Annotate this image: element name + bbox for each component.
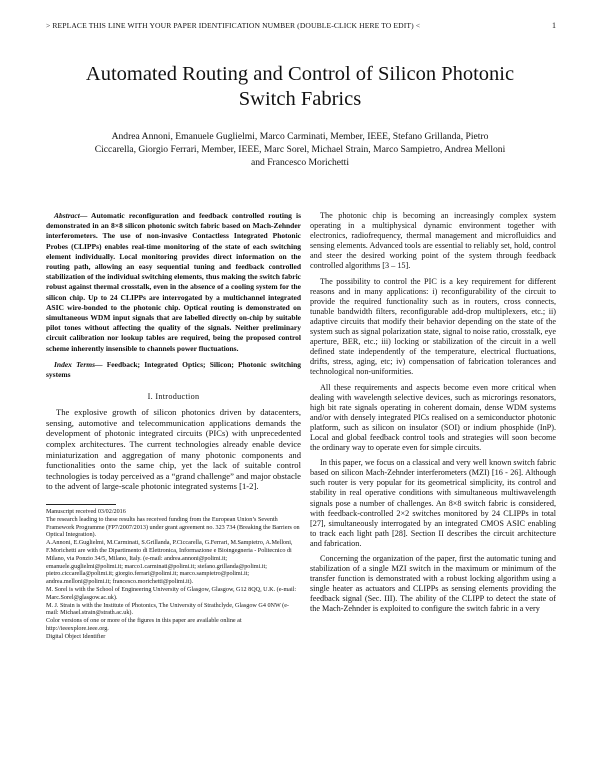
section-heading-introduction: I. Introduction (147, 392, 200, 402)
index-terms-text: — Feedback; Integrated Optics; Silicon; Photonic switching systems (46, 359, 302, 380)
index-terms-label: Index Terms (54, 359, 96, 369)
left-column (46, 211, 301, 642)
footnote-funding: The research leading to these results has received funding from the European Union’s Seventh Framework Programme (FP7/2007/2013) under grant agreement no. 323 734 (Breaking the Barriers on Optical Integration). (46, 516, 300, 539)
footnote-color-versions: Color versions of one or more of the figures in this paper are available online at http://ieeexplore.ieee.org. (46, 618, 242, 632)
abstract-label: Abstract— (54, 211, 88, 220)
footnote-rule (46, 504, 116, 505)
body-paragraph: All these requirements and aspects become even more critical when dealing with wavelength selective devices, such as microrings resonators, high bit rate signals operating in coherent domain, dense WDM systems and/or with densely integrated PICs realised on a semiconductor photonic platform, such as silicon on insulator (SOI) or indium phosphide (InP). Local and global feedback control tools and strategies will soon become the ordinary way to operate even for simple circuits. (310, 382, 556, 453)
footnote-doi: Digital Object Identifier (46, 633, 106, 640)
paper-title: Automated Routing and Control of Silicon Photonic Switch Fabrics (85, 63, 515, 110)
body-paragraph: In this paper, we focus on a classical and very well known switch fabric based on silicon Mach-Zehnder interferometers (MZI) [16 - 26]. Although such router is very popular for its geometrical simplicity, its control and stability in real operative conditions with simultaneous multiwavelength signals pose a number of challenges. An 8×8 switch fabric is considered, with feedback-controlled 2×2 switches monitored by 24 CLIPPs in total [27], simultaneously interrogated by an integrated CMOS ASIC enabling to track each light path [28]. Section II describes the circuit architecture and fabrication. (310, 458, 556, 548)
body-paragraph: Concerning the organization of the paper, first the automatic tuning and stabilization of a single MZI switch in the maximum or minimum of the transfer function is demonstrated with a robust locking algorithm using a single heater as actuators and CLIPPs as sensing elements providing the feedback signal (Sec. III). The ability of the CLIPP to detect the state of the Mach-Zehnder is exploited to configure the switch fabric in a very (310, 554, 556, 614)
footnote-received: Manuscript received 03/02/2016 (46, 509, 126, 515)
abstract-text: Automatic reconfiguration and feedback controlled routing is demonstrated in an 8×8 silicon photonic switch fabric based on Mach-Zehnder interferometers. The use of non-invasive Contactless Integrated Photonic Probes (CLIPPs) enables real-time monitoring of the state of each switching element individually. Local monitoring provides direct information on the routing path, allowing an easy sequential tuning and feedback controlled stabilization of the individual switching elements, thus making the switch fabric robust against thermal crosstalk, even in the absence of a cooling system for the silicon chip. Up to 24 CLIPPs are interrogated by a multichannel integrated ASIC wire-bonded to the photonic chip. Optical routing is demonstrated on simultaneous WDM input signals that are labelled directly on-chip by suitable pilot tones without affecting the quality of the signals. Neither preliminary circuit calibration nor lookup tables are required, being the proposed control scheme inherently insensible to channels power fluctuations. (46, 211, 301, 353)
page-number: 1 (552, 21, 556, 30)
right-column (310, 211, 556, 620)
footnote-affiliation-glasgow: M. Sorel is with the School of Engineering University of Glasgow, Glasgow, G12 8QQ, U.K. (e-mail: Marc.Sorel@glasgow.ac.uk). (46, 586, 297, 601)
abstract (46, 211, 301, 354)
footnote-affiliation-polimi: A.Annoni, E.Guglielmi, M.Carminati, S.Grillanda, P.Ciccarella, G.Ferrari, M.Sampietro, A.Melloni, F.Morichetti are with the Dipartimento di Elettronica, Informazione e Bioingegneria - Politecnico di Milano, via Ponzio 34/5, Milano, Italy. (e-mail: andrea.annoni@polimi.it; emanuele.guglielmi@polimi.it; marco1.carminati@polimi.it; stefano.grillanda@polimi.it; pietro.ciccarella@polimi.it; giorgio.ferrari@polimi.it; marco.sampietro@polimi.it; andrea.melloni@polimi.it; francesco.morichetti@polimi.it). (46, 540, 293, 586)
running-head: > REPLACE THIS LINE WITH YOUR PAPER IDENTIFICATION NUMBER (DOUBLE-CLICK HERE TO EDIT) < (46, 21, 421, 30)
footnote-affiliation-strathclyde: M. J. Strain is with the Institute of Photonics, The University of Strathclyde, Glasgow G4 0NW (e-mail: Michael.strain@strath.ac.uk). (46, 602, 289, 617)
body-paragraph: The photonic chip is becoming an increasingly complex system operating in a multiphysical dynamic environment together with electronics, radiofrequency, thermal management and microfluidics and sensing elements. Advanced tools are essential to reliably set, hold, control and steer the desired working point of the system through feedback controlled algorithms [3 – 15]. (310, 211, 556, 271)
intro-paragraph: The explosive growth of silicon photonics driven by datacenters, sensing, automotive and telecommunication applications demands the development of photonic integrated circuits (PICs) with unprecedented complex architectures. The current technologies already enable device miniaturization and aggregation of many photonic components and functionalities onto the same chip, yet the lack of suitable control technologies is today perceived as a “grand challenge” and major obstacle to the advent of large-scale photonic integrated systems [1-2]. (46, 407, 301, 492)
body-paragraph: The possibility to control the PIC is a key requirement for different reasons and in many applications: i) reconfigurability of the circuit to provide the required functionality such as in routers, cross connects, tunable bandwidth filters, reconfigurable add-drop multiplexers, etc.; ii) adaptive circuits that modify their behavior depending on the state of the system such as signal polarization state, signal to noise ratio, crosstalk, eye aperture, BER, etc.; iii) locking or stabilization of the circuit in a well defined state independently of the temperature, electrical fluctuations, drifts, stress, aging, etc; iv) compensation of fabrication tolerances and technological non-uniformities. (310, 276, 556, 377)
index-terms (46, 360, 301, 380)
author-list: Andrea Annoni, Emanuele Guglielmi, Marco Carminati, Member, IEEE, Stefano Grillanda, Pietro Ciccarella, Giorgio Ferrari, Member, IEEE, Marc Sorel, Michael Strain, Marco Sampietro, Andrea Melloni and Francesco Morichetti (94, 131, 506, 168)
